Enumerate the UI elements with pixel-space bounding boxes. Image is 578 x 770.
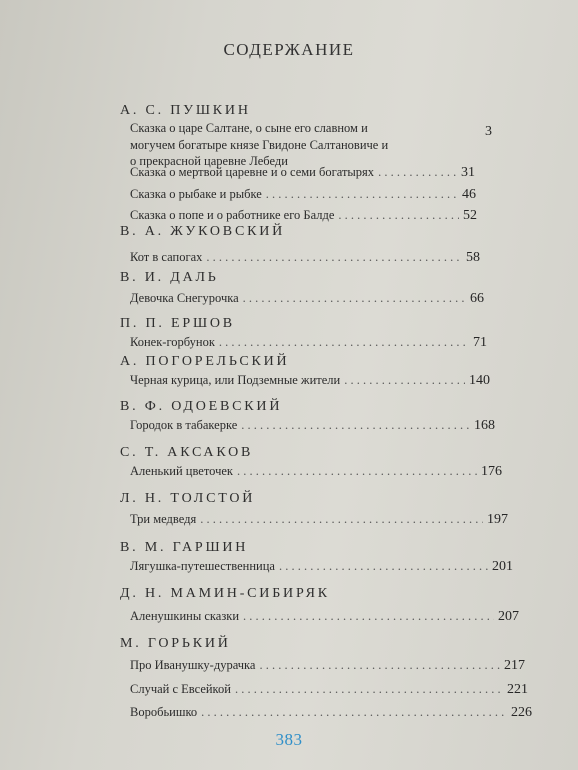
toc-entry[interactable]: [130, 609, 519, 627]
author-heading: П. П. ЕРШОВ: [120, 316, 235, 331]
entry-title: Воробьишко: [130, 705, 198, 719]
author-heading: С. Т. АКСАКОВ: [120, 445, 254, 460]
toc-entry[interactable]: [130, 512, 508, 530]
entry-title: Сказка о рыбаке и рыбке: [130, 187, 262, 201]
leader-dots: [266, 187, 458, 202]
leader-dots: [201, 705, 507, 720]
author-heading: В. И. ДАЛЬ: [120, 270, 219, 285]
entry-page-number: 71: [473, 335, 487, 350]
entry-title: Сказка о попе и о работнике его Балде: [130, 208, 335, 222]
toc-entry[interactable]: [130, 250, 480, 268]
leader-dots: [243, 609, 494, 624]
entry-title: Кот в сапогах: [130, 250, 203, 264]
entry-title: Про Иванушку-дурачка: [130, 658, 256, 672]
entry-title-line: о прекрасной царевне Лебеди: [130, 154, 288, 168]
toc-entry[interactable]: [130, 187, 476, 205]
leader-dots: [378, 165, 457, 180]
entry-title: Городок в табакерке: [130, 418, 238, 432]
author-heading: В. А. ЖУКОВСКИЙ: [120, 224, 286, 239]
entry-page-number: 140: [469, 373, 490, 388]
leader-dots: [243, 291, 466, 306]
author-heading: Л. Н. ТОЛСТОЙ: [120, 491, 256, 506]
entry-page-number: 207: [498, 609, 519, 624]
author-heading: Д. Н. МАМИН-СИБИРЯК: [120, 586, 330, 601]
toc-entry[interactable]: [130, 682, 528, 700]
entry-page-number: 3: [485, 124, 492, 139]
entry-page-number: 46: [462, 187, 476, 202]
leader-dots: [219, 335, 469, 350]
toc-entry[interactable]: [130, 559, 513, 577]
entry-page-number: 197: [487, 512, 508, 527]
toc-entry[interactable]: [130, 705, 532, 723]
entry-title: Аленький цветочек: [130, 464, 233, 478]
leader-dots: [235, 682, 503, 697]
author-heading: В. Ф. ОДОЕВСКИЙ: [120, 399, 283, 414]
page-number: 383: [275, 730, 303, 749]
entry-title: Сказка о мертвой царевне и о семи богатырях: [130, 165, 375, 179]
leader-dots: [237, 464, 477, 479]
page-title: СОДЕРЖАНИЕ: [223, 40, 355, 59]
leader-dots: [206, 250, 462, 265]
entry-page-number: 52: [463, 208, 477, 223]
leader-dots: [200, 512, 483, 527]
entry-title: Аленушкины сказки: [130, 609, 240, 623]
author-heading: А. С. ПУШКИН: [120, 103, 251, 118]
entry-title: Черная курица, или Подземные жители: [130, 373, 341, 387]
toc-entry-multiline[interactable]: [130, 120, 470, 170]
author-heading: М. ГОРЬКИЙ: [120, 636, 231, 651]
entry-title: Три медведя: [130, 512, 197, 526]
toc-entry[interactable]: [130, 418, 495, 436]
entry-page-number: 168: [474, 418, 495, 433]
leader-dots: [344, 373, 465, 388]
entry-page-number: 226: [511, 705, 532, 720]
leader-dots: [241, 418, 470, 433]
entry-page-number: 58: [466, 250, 480, 265]
entry-page-number: 66: [470, 291, 484, 306]
author-heading: А. ПОГОРЕЛЬСКИЙ: [120, 354, 290, 369]
entry-title-line: могучем богатыре князе Гвидоне Салтановиче и: [130, 137, 389, 152]
toc-entry[interactable]: [130, 291, 484, 309]
leader-dots: [259, 658, 500, 673]
toc-entry[interactable]: [130, 373, 490, 391]
entry-page-number: 217: [504, 658, 525, 673]
toc-entry[interactable]: [130, 464, 502, 482]
leader-dots: [338, 208, 459, 223]
entry-page-number: 201: [492, 559, 513, 574]
entry-title: Конек-горбунок: [130, 335, 215, 349]
entry-page-number: 221: [507, 682, 528, 697]
entry-title: Девочка Снегурочка: [130, 291, 239, 305]
entry-page-number: 176: [481, 464, 502, 479]
entry-page-number: 31: [461, 165, 475, 180]
toc-entry[interactable]: [130, 165, 475, 183]
entry-title-line: Сказка о царе Салтане, о сыне его славном и: [130, 121, 368, 135]
leader-dots: [279, 559, 488, 574]
toc-entry[interactable]: [130, 335, 487, 353]
entry-title: Случай с Евсейкой: [130, 682, 231, 696]
entry-title: Лягушка-путешественница: [130, 559, 275, 573]
toc-entry[interactable]: [130, 658, 525, 676]
author-heading: В. М. ГАРШИН: [120, 540, 249, 555]
